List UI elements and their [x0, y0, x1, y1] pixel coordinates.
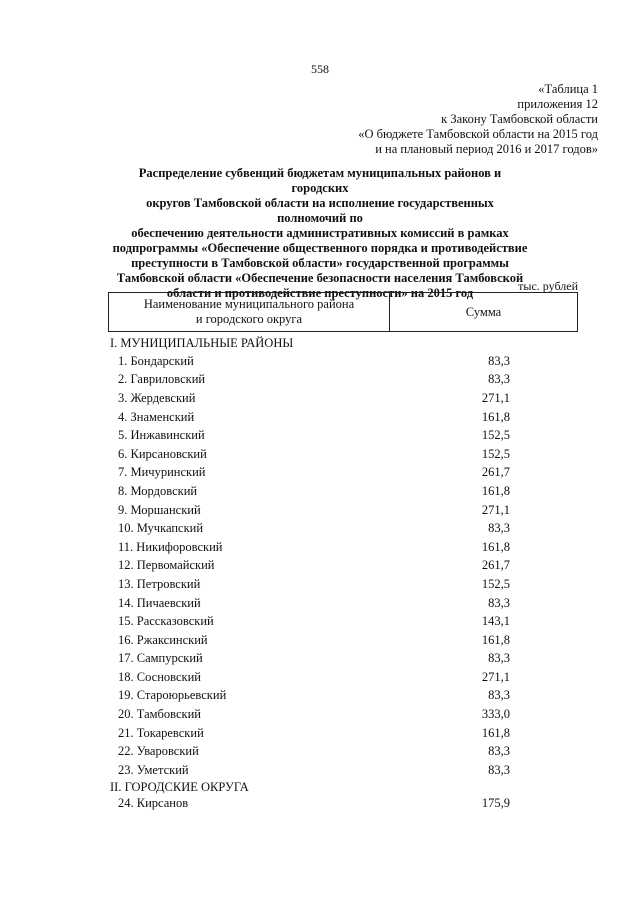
section-title-city-districts: II. ГОРОДСКИЕ ОКРУГА — [110, 780, 249, 794]
row-sum: 152,5 — [481, 446, 510, 461]
row-sum: 143,1 — [481, 614, 510, 629]
row-sum: 83,3 — [488, 744, 510, 759]
row-name: 20. Тамбовский — [118, 707, 201, 722]
row-sum: 271,1 — [481, 502, 510, 517]
row-name: 15. Рассказовский — [118, 614, 214, 629]
row-name: 2. Гавриловский — [118, 372, 206, 387]
row-sum: 261,7 — [481, 465, 510, 480]
table-row — [110, 408, 510, 427]
row-name: 24. Кирсанов — [118, 795, 189, 810]
title-line: Распределение субвенций бюджетам муниципальных районов и городских — [138, 166, 502, 195]
table-row — [110, 612, 510, 631]
row-sum: 83,3 — [488, 372, 510, 387]
section-title-districts: I. МУНИЦИПАЛЬНЫЕ РАЙОНЫ — [110, 336, 294, 350]
row-name: 7. Мичуринский — [118, 465, 206, 480]
table-row — [110, 538, 510, 557]
row-sum: 161,8 — [481, 632, 510, 647]
table-row — [110, 557, 510, 576]
row-name: 11. Никифоровский — [118, 539, 223, 554]
districts-list — [110, 352, 510, 780]
table-row — [110, 594, 510, 613]
row-name: 1. Бондарский — [118, 353, 194, 368]
city-districts-list — [110, 794, 510, 813]
title-line: округов Тамбовской области на исполнение государственных полномочий по — [146, 196, 494, 225]
row-sum: 271,1 — [481, 669, 510, 684]
table-row — [110, 687, 510, 706]
row-name: 12. Первомайский — [118, 558, 215, 573]
table-row — [110, 742, 510, 761]
row-name: 23. Уметский — [118, 762, 189, 777]
document-title — [110, 166, 530, 301]
row-sum: 83,3 — [488, 595, 510, 610]
row-sum: 261,7 — [481, 558, 510, 573]
row-sum: 83,3 — [488, 651, 510, 666]
header-line: «О бюджете Тамбовской области на 2015 год — [358, 127, 598, 141]
row-name: 5. Инжавинский — [118, 428, 205, 443]
row-name: 16. Ржаксинский — [118, 632, 208, 647]
row-name: 19. Староюрьевский — [118, 688, 227, 703]
header-line: приложения 12 — [517, 97, 598, 111]
header-line: и на плановый период 2016 и 2017 годов» — [375, 142, 598, 156]
column-header-name-line: и городского округа — [195, 312, 303, 326]
table-row — [110, 794, 510, 813]
appendix-header — [358, 82, 598, 157]
table-row — [110, 482, 510, 501]
column-header-name — [109, 293, 390, 331]
row-sum: 333,0 — [481, 707, 510, 722]
title-line: подпрограммы «Обеспечение общественного порядка и противодействие — [112, 241, 528, 255]
table-row — [110, 519, 510, 538]
title-line: преступности в Тамбовской области» государственной программы — [131, 256, 509, 270]
row-sum: 161,8 — [481, 409, 510, 424]
table-row — [110, 631, 510, 650]
row-sum: 152,5 — [481, 576, 510, 591]
table-row — [110, 464, 510, 483]
title-line: области и противодействие преступности» на 2015 год — [166, 286, 474, 300]
row-name: 10. Мучкапский — [118, 521, 204, 536]
row-name: 4. Знаменский — [118, 409, 195, 424]
row-sum: 271,1 — [481, 390, 510, 405]
row-name: 18. Сосновский — [118, 669, 201, 684]
row-name: 3. Жердевский — [118, 390, 196, 405]
table-row — [110, 501, 510, 520]
header-line: «Таблица 1 — [538, 82, 598, 96]
table-row — [110, 705, 510, 724]
row-sum: 83,3 — [488, 521, 510, 536]
row-name: 17. Сампурский — [118, 651, 203, 666]
row-sum: 161,8 — [481, 539, 510, 554]
row-sum: 161,8 — [481, 483, 510, 498]
title-line: Тамбовской области «Обеспечение безопасности населения Тамбовской — [116, 271, 524, 285]
units-label: тыс. рублей — [518, 279, 578, 293]
row-name: 8. Мордовский — [118, 483, 198, 498]
row-sum: 83,3 — [488, 353, 510, 368]
row-name: 21. Токаревский — [118, 725, 204, 740]
table-row — [110, 371, 510, 390]
table-row — [110, 650, 510, 669]
row-name: 22. Уваровский — [118, 744, 199, 759]
row-sum: 83,3 — [488, 688, 510, 703]
row-sum: 83,3 — [488, 762, 510, 777]
table-row — [110, 724, 510, 743]
row-sum: 175,9 — [481, 795, 510, 810]
table-row — [110, 352, 510, 371]
row-name: 9. Моршанский — [118, 502, 201, 517]
table-row — [110, 668, 510, 687]
table-row — [110, 426, 510, 445]
header-line: к Закону Тамбовской области — [441, 112, 598, 126]
row-sum: 152,5 — [481, 428, 510, 443]
row-name: 6. Кирсановский — [118, 446, 207, 461]
table-row — [110, 445, 510, 464]
table-header — [108, 292, 578, 332]
column-header-sum: Сумма — [465, 304, 502, 319]
table-row — [110, 575, 510, 594]
row-sum: 161,8 — [481, 725, 510, 740]
table-row — [110, 761, 510, 780]
page-number: 558 — [311, 62, 329, 76]
row-name: 14. Пичаевский — [118, 595, 201, 610]
title-line: обеспечению деятельности административных комиссий в рамках — [131, 226, 509, 240]
table-row — [110, 389, 510, 408]
column-header-name-line: Наименование муниципального района — [143, 297, 355, 311]
row-name: 13. Петровский — [118, 576, 201, 591]
